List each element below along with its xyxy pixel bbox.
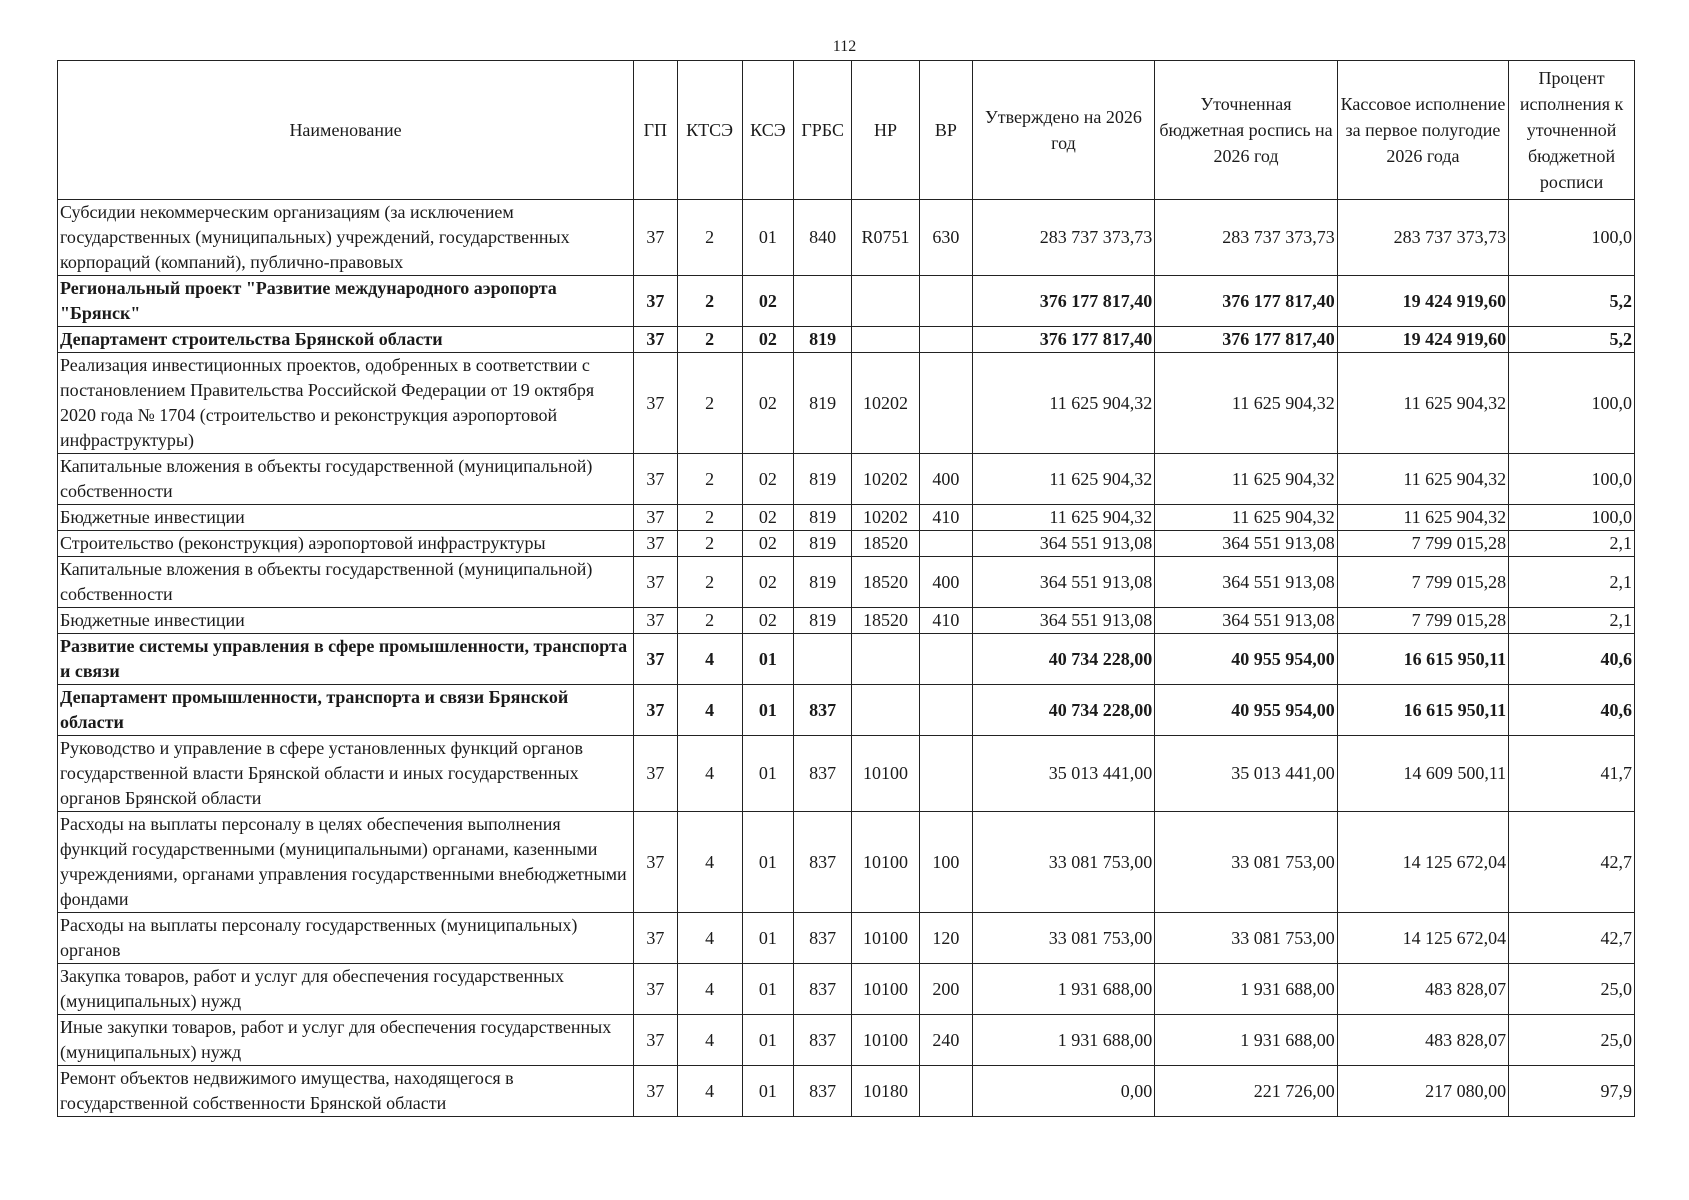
cell-percent: 42,7: [1509, 812, 1635, 913]
cell-np: 18520: [852, 557, 920, 608]
page-number: 112: [832, 38, 857, 55]
cell-vr: 410: [919, 608, 972, 634]
cell-vr: [919, 736, 972, 812]
cell-grbs: 819: [794, 454, 852, 505]
cell-np: 10202: [852, 353, 920, 454]
cell-ktse: 4: [677, 736, 742, 812]
cell-name: Расходы на выплаты персоналу государственных (муниципальных) органов: [58, 913, 634, 964]
table-row: [58, 454, 1635, 505]
header-approved: Утверждено на 2026 год: [972, 61, 1155, 200]
cell-cash: 7 799 015,28: [1337, 531, 1508, 557]
cell-ktse: 4: [677, 964, 742, 1015]
cell-cash: 483 828,07: [1337, 1015, 1508, 1066]
cell-np: 10100: [852, 913, 920, 964]
cell-ktse: 2: [677, 505, 742, 531]
table-row: [58, 812, 1635, 913]
table-row: [58, 1015, 1635, 1066]
cell-gp: 37: [634, 531, 678, 557]
cell-cash: 14 125 672,04: [1337, 913, 1508, 964]
cell-approved: 11 625 904,32: [972, 454, 1155, 505]
cell-kse: 01: [742, 913, 794, 964]
header-percent: Процент исполнения к уточненной бюджетной росписи: [1509, 61, 1635, 200]
cell-gp: 37: [634, 736, 678, 812]
cell-vr: 100: [919, 812, 972, 913]
cell-vr: [919, 276, 972, 327]
table-row: [58, 353, 1635, 454]
cell-np: 10100: [852, 964, 920, 1015]
cell-refined: 283 737 373,73: [1155, 200, 1338, 276]
cell-approved: 364 551 913,08: [972, 608, 1155, 634]
cell-kse: 02: [742, 531, 794, 557]
cell-refined: 1 931 688,00: [1155, 964, 1338, 1015]
cell-cash: 11 625 904,32: [1337, 454, 1508, 505]
cell-approved: 0,00: [972, 1066, 1155, 1117]
cell-approved: 40 734 228,00: [972, 685, 1155, 736]
cell-ktse: 2: [677, 557, 742, 608]
cell-gp: 37: [634, 557, 678, 608]
cell-gp: 37: [634, 634, 678, 685]
cell-percent: 2,1: [1509, 608, 1635, 634]
cell-gp: 37: [634, 353, 678, 454]
cell-vr: [919, 1066, 972, 1117]
cell-approved: 364 551 913,08: [972, 557, 1155, 608]
cell-name: [58, 200, 634, 276]
cell-vr: [919, 685, 972, 736]
cell-gp: 37: [634, 608, 678, 634]
cell-np: [852, 327, 920, 353]
cell-kse: 02: [742, 557, 794, 608]
cell-gp: 37: [634, 454, 678, 505]
cell-grbs: 840: [794, 200, 852, 276]
cell-name: Департамент строительства Брянской области: [58, 327, 634, 353]
cell-cash: 16 615 950,11: [1337, 634, 1508, 685]
cell-percent: 40,6: [1509, 685, 1635, 736]
cell-ktse: 2: [677, 454, 742, 505]
cell-np: [852, 685, 920, 736]
cell-cash: 7 799 015,28: [1337, 557, 1508, 608]
cell-vr: [919, 634, 972, 685]
cell-kse: 02: [742, 454, 794, 505]
cell-cash: 7 799 015,28: [1337, 608, 1508, 634]
table-row: [58, 736, 1635, 812]
cell-percent: 25,0: [1509, 964, 1635, 1015]
header-cash: Кассовое исполнение за первое полугодие 2026 года: [1337, 61, 1508, 200]
table-row: [58, 634, 1635, 685]
cell-ktse: 2: [677, 276, 742, 327]
cell-grbs: 819: [794, 505, 852, 531]
cell-ktse: 2: [677, 200, 742, 276]
cell-name: Капитальные вложения в объекты государственной (муниципальной) собственности: [58, 557, 634, 608]
cell-np: 18520: [852, 531, 920, 557]
cell-vr: 400: [919, 557, 972, 608]
cell-vr: 400: [919, 454, 972, 505]
table-row: [58, 608, 1635, 634]
cell-ktse: 4: [677, 685, 742, 736]
cell-vr: 200: [919, 964, 972, 1015]
cell-ktse: 2: [677, 327, 742, 353]
cell-grbs: [794, 276, 852, 327]
cell-cash: 283 737 373,73: [1337, 200, 1508, 276]
cell-kse: 01: [742, 736, 794, 812]
cell-grbs: 819: [794, 327, 852, 353]
cell-refined: 40 955 954,00: [1155, 634, 1338, 685]
header-kse: КСЭ: [742, 61, 794, 200]
cell-approved: 11 625 904,32: [972, 505, 1155, 531]
cell-grbs: 837: [794, 913, 852, 964]
cell-np: 10100: [852, 1015, 920, 1066]
cell-refined: 364 551 913,08: [1155, 531, 1338, 557]
cell-percent: 100,0: [1509, 200, 1635, 276]
cell-np: 18520: [852, 608, 920, 634]
cell-refined: 221 726,00: [1155, 1066, 1338, 1117]
cell-kse: 02: [742, 608, 794, 634]
cell-refined: 376 177 817,40: [1155, 327, 1338, 353]
cell-gp: 37: [634, 505, 678, 531]
cell-percent: 40,6: [1509, 634, 1635, 685]
cell-ktse: 4: [677, 1015, 742, 1066]
cell-approved: 1 931 688,00: [972, 1015, 1155, 1066]
cell-approved: 35 013 441,00: [972, 736, 1155, 812]
cell-kse: 02: [742, 276, 794, 327]
cell-grbs: 819: [794, 608, 852, 634]
table-row: [58, 276, 1635, 327]
cell-percent: 25,0: [1509, 1015, 1635, 1066]
cell-refined: 364 551 913,08: [1155, 557, 1338, 608]
cell-grbs: [794, 634, 852, 685]
row-name-text: Субсидии некоммерческим организациям (за исключением государственных (муниципальных) учреждений, государственных корпораций (компаний), публично-правовых: [60, 202, 570, 272]
table-row: [58, 913, 1635, 964]
cell-np: 10180: [852, 1066, 920, 1117]
cell-kse: 01: [742, 634, 794, 685]
cell-vr: [919, 327, 972, 353]
cell-gp: 37: [634, 1066, 678, 1117]
cell-vr: [919, 353, 972, 454]
cell-ktse: 4: [677, 1066, 742, 1117]
cell-kse: 02: [742, 327, 794, 353]
cell-refined: 376 177 817,40: [1155, 276, 1338, 327]
table-row: [58, 200, 1635, 276]
cell-grbs: 819: [794, 531, 852, 557]
cell-percent: 100,0: [1509, 454, 1635, 505]
cell-cash: 14 125 672,04: [1337, 812, 1508, 913]
cell-approved: 1 931 688,00: [972, 964, 1155, 1015]
cell-grbs: 819: [794, 557, 852, 608]
cell-grbs: 819: [794, 353, 852, 454]
cell-ktse: 4: [677, 913, 742, 964]
header-ktse: КТСЭ: [677, 61, 742, 200]
cell-vr: 120: [919, 913, 972, 964]
cell-approved: 33 081 753,00: [972, 812, 1155, 913]
cell-refined: 1 931 688,00: [1155, 1015, 1338, 1066]
cell-gp: 37: [634, 276, 678, 327]
cell-approved: 376 177 817,40: [972, 327, 1155, 353]
cell-ktse: 2: [677, 531, 742, 557]
cell-kse: 01: [742, 1015, 794, 1066]
header-gp: ГП: [634, 61, 678, 200]
cell-percent: 5,2: [1509, 327, 1635, 353]
cell-grbs: 837: [794, 1015, 852, 1066]
cell-approved: 283 737 373,73: [972, 200, 1155, 276]
cell-gp: 37: [634, 327, 678, 353]
cell-np: [852, 276, 920, 327]
cell-np: 10202: [852, 505, 920, 531]
table-row: [58, 1066, 1635, 1117]
header-vr: ВР: [919, 61, 972, 200]
cell-percent: 5,2: [1509, 276, 1635, 327]
cell-gp: 37: [634, 685, 678, 736]
table-row: [58, 964, 1635, 1015]
cell-refined: 33 081 753,00: [1155, 812, 1338, 913]
cell-ktse: 2: [677, 353, 742, 454]
budget-table: [57, 60, 1635, 1117]
cell-percent: 97,9: [1509, 1066, 1635, 1117]
cell-grbs: 837: [794, 685, 852, 736]
cell-cash: 19 424 919,60: [1337, 276, 1508, 327]
cell-approved: 376 177 817,40: [972, 276, 1155, 327]
cell-percent: 2,1: [1509, 531, 1635, 557]
cell-ktse: 4: [677, 634, 742, 685]
table-row: [58, 685, 1635, 736]
cell-cash: 483 828,07: [1337, 964, 1508, 1015]
cell-approved: 364 551 913,08: [972, 531, 1155, 557]
cell-name: Руководство и управление в сфере установленных функций органов государственной власти Брянской области и иных государственных органов Брянской области: [58, 736, 634, 812]
cell-kse: 01: [742, 200, 794, 276]
cell-kse: 01: [742, 812, 794, 913]
cell-grbs: 837: [794, 964, 852, 1015]
cell-ktse: 2: [677, 608, 742, 634]
header-grbs: ГРБС: [794, 61, 852, 200]
cell-gp: 37: [634, 964, 678, 1015]
cell-refined: 11 625 904,32: [1155, 454, 1338, 505]
cell-percent: 42,7: [1509, 913, 1635, 964]
cell-vr: 240: [919, 1015, 972, 1066]
cell-vr: [919, 531, 972, 557]
cell-name: Развитие системы управления в сфере промышленности, транспорта и связи: [58, 634, 634, 685]
cell-refined: 11 625 904,32: [1155, 353, 1338, 454]
cell-name: Ремонт объектов недвижимого имущества, находящегося в государственной собственности Брянской области: [58, 1066, 634, 1117]
cell-grbs: 837: [794, 1066, 852, 1117]
cell-np: 10100: [852, 812, 920, 913]
cell-cash: 217 080,00: [1337, 1066, 1508, 1117]
cell-percent: 100,0: [1509, 353, 1635, 454]
cell-name: Закупка товаров, работ и услуг для обеспечения государственных (муниципальных) нужд: [58, 964, 634, 1015]
cell-name: Расходы на выплаты персоналу в целях обеспечения выполнения функций государственными (муниципальными) органами, казенными учреждениями, органами управления государственными внебюджетными фондами: [58, 812, 634, 913]
cell-np: 10202: [852, 454, 920, 505]
cell-cash: 16 615 950,11: [1337, 685, 1508, 736]
header-name: Наименование: [58, 61, 634, 200]
cell-approved: 33 081 753,00: [972, 913, 1155, 964]
cell-kse: 01: [742, 964, 794, 1015]
cell-gp: 37: [634, 200, 678, 276]
cell-percent: 2,1: [1509, 557, 1635, 608]
cell-refined: 11 625 904,32: [1155, 505, 1338, 531]
table-row: [58, 531, 1635, 557]
header-row: [58, 61, 1635, 200]
cell-percent: 41,7: [1509, 736, 1635, 812]
table-row: [58, 327, 1635, 353]
cell-cash: 11 625 904,32: [1337, 505, 1508, 531]
cell-vr: 410: [919, 505, 972, 531]
cell-kse: 02: [742, 505, 794, 531]
cell-name: Бюджетные инвестиции: [58, 608, 634, 634]
cell-cash: 11 625 904,32: [1337, 353, 1508, 454]
cell-refined: 364 551 913,08: [1155, 608, 1338, 634]
table-row: [58, 557, 1635, 608]
cell-grbs: 837: [794, 812, 852, 913]
cell-approved: 40 734 228,00: [972, 634, 1155, 685]
cell-kse: 01: [742, 685, 794, 736]
cell-cash: 19 424 919,60: [1337, 327, 1508, 353]
cell-approved: 11 625 904,32: [972, 353, 1155, 454]
cell-name: Департамент промышленности, транспорта и связи Брянской области: [58, 685, 634, 736]
cell-refined: 35 013 441,00: [1155, 736, 1338, 812]
cell-grbs: 837: [794, 736, 852, 812]
header-np: НР: [852, 61, 920, 200]
cell-gp: 37: [634, 812, 678, 913]
cell-np: 10100: [852, 736, 920, 812]
cell-np: [852, 634, 920, 685]
table-row: [58, 505, 1635, 531]
cell-name: Региональный проект "Развитие международного аэропорта "Брянск": [58, 276, 634, 327]
cell-name: Бюджетные инвестиции: [58, 505, 634, 531]
cell-name: Иные закупки товаров, работ и услуг для обеспечения государственных (муниципальных) нужд: [58, 1015, 634, 1066]
cell-kse: 02: [742, 353, 794, 454]
cell-np: R0751: [852, 200, 920, 276]
cell-refined: 40 955 954,00: [1155, 685, 1338, 736]
header-refined: Уточненная бюджетная роспись на 2026 год: [1155, 61, 1338, 200]
cell-kse: 01: [742, 1066, 794, 1117]
cell-refined: 33 081 753,00: [1155, 913, 1338, 964]
cell-name: Реализация инвестиционных проектов, одобренных в соответствии с постановлением Правительства Российской Федерации от 19 октября 2020 года № 1704 (строительство и реконструкция аэропортовой инфраструктуры): [58, 353, 634, 454]
cell-name: Капитальные вложения в объекты государственной (муниципальной) собственности: [58, 454, 634, 505]
cell-cash: 14 609 500,11: [1337, 736, 1508, 812]
cell-percent: 100,0: [1509, 505, 1635, 531]
cell-gp: 37: [634, 1015, 678, 1066]
cell-gp: 37: [634, 913, 678, 964]
cell-vr: 630: [919, 200, 972, 276]
cell-name: Строительство (реконструкция) аэропортовой инфраструктуры: [58, 531, 634, 557]
cell-ktse: 4: [677, 812, 742, 913]
